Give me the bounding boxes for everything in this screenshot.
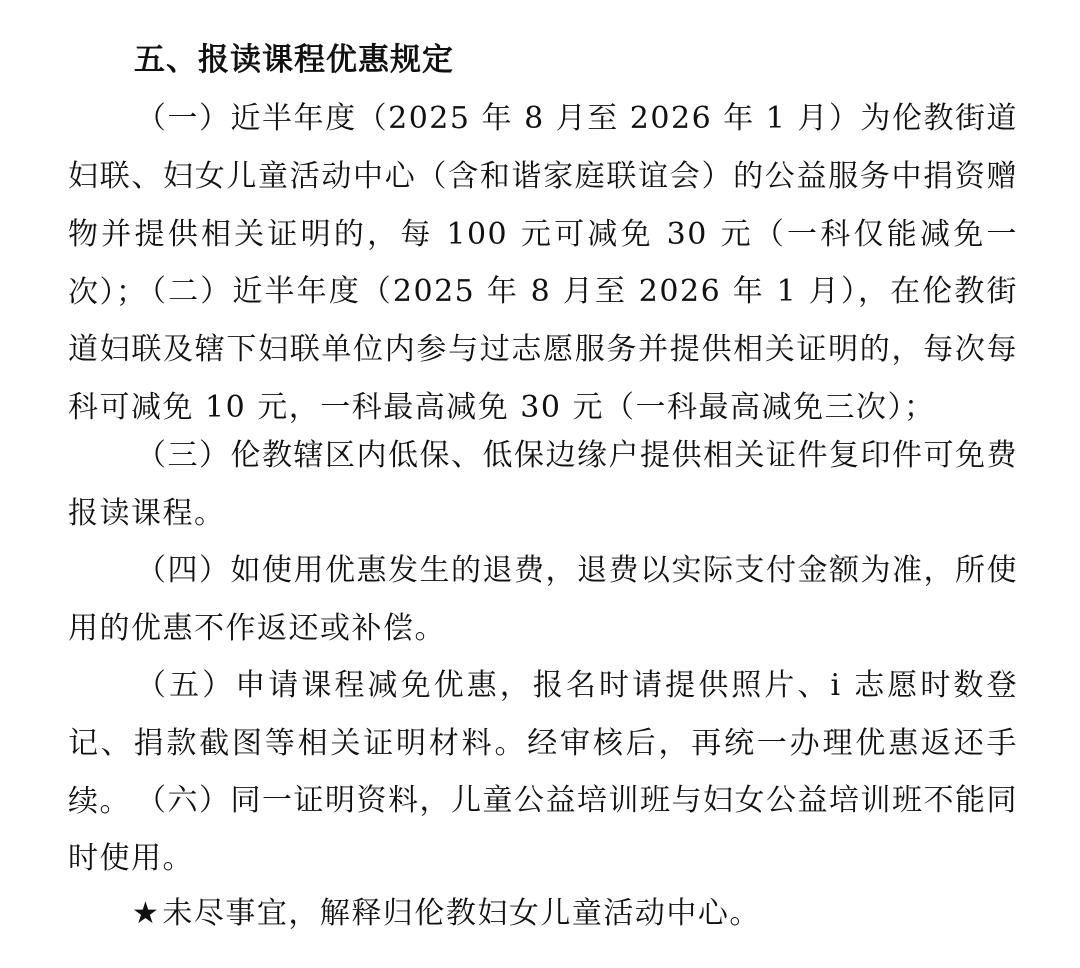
- section-heading: 五、报读课程优惠规定: [134, 42, 454, 78]
- footnote-text: 未尽事宜，解释归伦教妇女儿童活动中心。: [162, 896, 761, 931]
- rule-paragraph-4: （四）如使用优惠发生的退费，退费以实际支付金额为准，所使用的优惠不作返还或补偿。: [68, 553, 1018, 646]
- footnote: [132, 885, 761, 943]
- rule-paragraph-2: （二）近半年度（2025 年 8 月至 2026 年 1 月），在伦教街道妇联及辖下妇联单位内参与过志愿服务并提供相关证明的，每次每科可减免 10 元，一科最高减免 30 元（一科最高减免三次）；: [68, 274, 1018, 425]
- star-icon: ★: [132, 896, 161, 931]
- rule-paragraph-3: （三）伦教辖区内低保、低保边缘户提供相关证件复印件可免费报读课程。: [68, 438, 1018, 531]
- rule-paragraph-1: （一）近半年度（2025 年 8 月至 2026 年 1 月）为伦教街道妇联、妇女儿童活动中心（含和谐家庭联谊会）的公益服务中捐资赠物并提供相关证明的，每 100 元可减免 30 元（一科仅能减免一次）；: [68, 101, 1018, 310]
- rule-paragraph-5: （五）申请课程减免优惠，报名时请提供照片、i 志愿时数登记、捐款截图等相关证明材料。经审核后，再统一办理优惠返还手续。: [68, 668, 1018, 819]
- rule-paragraph-6: （六）同一证明资料，儿童公益培训班与妇女公益培训班不能同时使用。: [68, 783, 1018, 876]
